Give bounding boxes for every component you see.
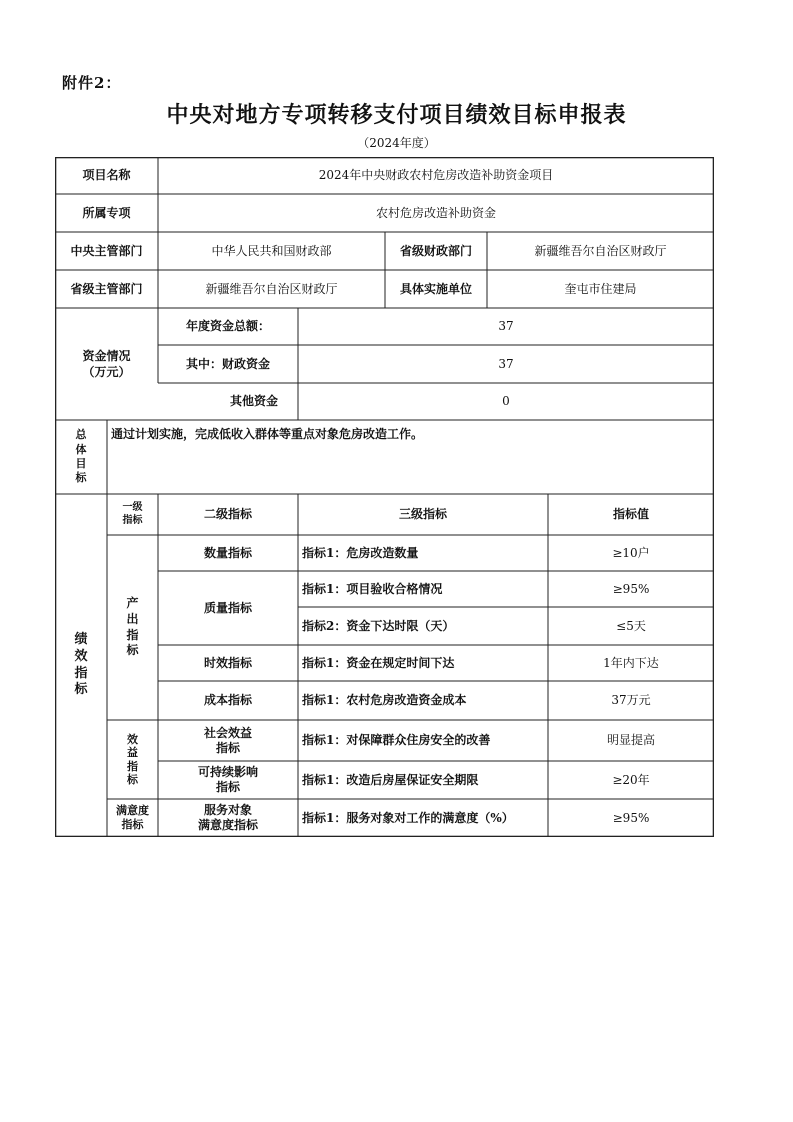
perf-label: 绩 效 指 标 (74, 631, 88, 698)
project-name-label: 项目名称 (82, 168, 131, 183)
satisfaction-l1-label: 满意度 指标 (116, 804, 149, 831)
quality-indicator-2: 指标2：资金下达时限（天） (302, 618, 455, 633)
social-indicator: 指标1：对保障群众住房安全的改善 (302, 733, 491, 748)
header-level1: 一级 指标 (122, 502, 143, 526)
sustain-value: ≥20年 (612, 772, 650, 787)
impl-unit-label: 具体实施单位 (399, 281, 472, 296)
attachment-label: 附件2： (62, 74, 122, 92)
header-level3: 三级指标 (398, 507, 447, 522)
impl-unit-value: 奎屯市住建局 (564, 281, 637, 296)
satisfaction-value: ≥95% (612, 810, 650, 825)
quality-value-1: ≥95% (612, 581, 650, 596)
funds-fiscal-value: 37 (498, 356, 514, 371)
sustain-indicator: 指标1：改造后房屋保证安全期限 (302, 772, 479, 787)
funds-other-label: 其他资金 (229, 394, 278, 409)
quantity-indicator: 指标1：危房改造数量 (302, 545, 419, 560)
quality-value-2: ≤5天 (616, 618, 646, 633)
quality-label: 质量指标 (203, 600, 252, 615)
header-value: 指标值 (612, 507, 649, 522)
project-name-value: 2024年中央财政农村危房改造补助资金项目 (318, 168, 554, 183)
funds-other-value: 0 (502, 394, 510, 409)
sustain-label: 可持续影响 指标 (197, 765, 258, 794)
cost-label: 成本指标 (203, 693, 252, 708)
performance-form-table (55, 157, 714, 837)
year-label: （2024年度） (357, 136, 436, 150)
benefit-label: 效 益 指 标 (127, 733, 138, 786)
funds-label: 资金情况 （万元） (82, 348, 131, 379)
goal-label: 总 体 目 标 (75, 428, 87, 485)
timeliness-label: 时效指标 (203, 655, 252, 670)
timeliness-indicator: 指标1：资金在规定时间下达 (302, 655, 455, 670)
special-label: 所属专项 (82, 205, 131, 220)
central-dept-value: 中华人民共和国财政部 (211, 243, 332, 258)
satisfaction-label: 服务对象 满意度指标 (197, 803, 258, 832)
funds-annual-label: 年度资金总额： (185, 319, 270, 334)
quality-indicator-1: 指标1：项目验收合格情况 (302, 581, 443, 596)
cost-value: 37万元 (611, 693, 651, 708)
prov-finance-value: 新疆维吾尔自治区财政厅 (534, 243, 667, 258)
social-label: 社会效益 指标 (203, 725, 252, 755)
page-title: 中央对地方专项转移支付项目绩效目标申报表 (166, 102, 627, 128)
output-label: 产 出 指 标 (126, 596, 139, 658)
cost-indicator: 指标1：农村危房改造资金成本 (302, 693, 467, 708)
prov-dept-value: 新疆维吾尔自治区财政厅 (205, 281, 338, 296)
quantity-value: ≥10户 (612, 545, 650, 560)
satisfaction-indicator: 指标1：服务对象对工作的满意度（%） (302, 810, 514, 825)
quantity-label: 数量指标 (203, 545, 252, 560)
social-value: 明显提高 (606, 733, 655, 748)
funds-fiscal-label: 其中：财政资金 (185, 356, 270, 371)
prov-dept-label: 省级主管部门 (70, 281, 143, 296)
funds-annual-value: 37 (498, 319, 514, 334)
header-level2: 二级指标 (203, 507, 252, 522)
prov-finance-label: 省级财政部门 (399, 243, 472, 258)
central-dept-label: 中央主管部门 (70, 243, 143, 258)
special-value: 农村危房改造补助资金 (375, 205, 496, 220)
goal-text: 通过计划实施，完成低收入群体等重点对象危房改造工作。 (111, 427, 424, 441)
timeliness-value: 1年内下达 (603, 655, 659, 670)
